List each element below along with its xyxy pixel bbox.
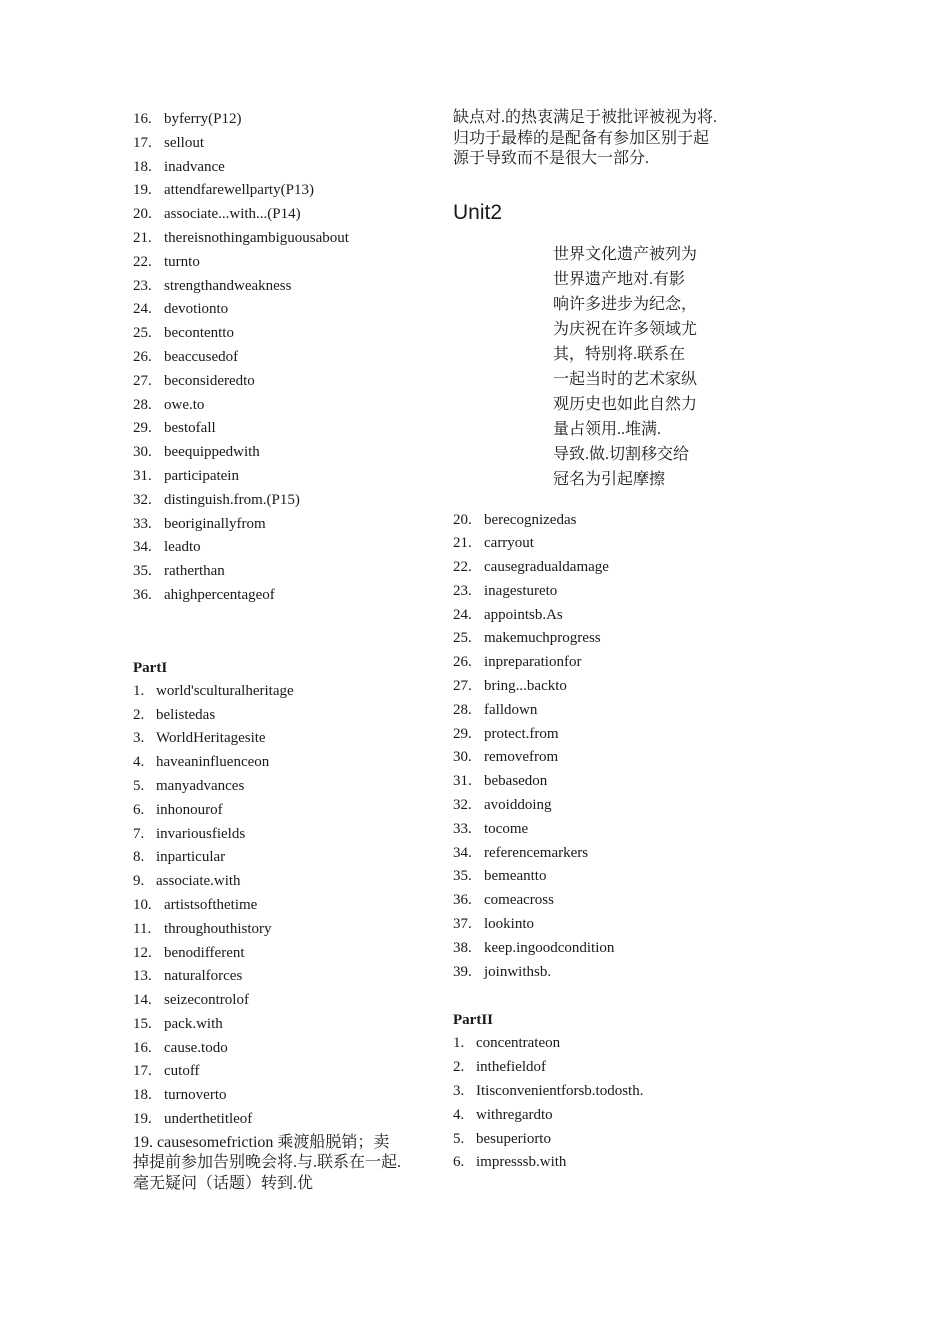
item-text: associate...with...(P14) (164, 206, 301, 223)
list-item (133, 156, 403, 180)
list-item (133, 846, 403, 870)
item-number: 32. (133, 491, 152, 508)
item-text: beequippedwith (164, 444, 260, 461)
list-item (453, 1080, 723, 1104)
item-number: 17. (133, 1063, 152, 1080)
item-number: 28. (133, 396, 152, 413)
list-item (133, 179, 403, 203)
unit-2-translation-block (553, 242, 713, 492)
list-item (133, 965, 403, 989)
translation-line: 响许多进步为纪念， (553, 295, 698, 313)
item-text: falldown (484, 701, 538, 718)
list-item (133, 1108, 403, 1132)
translation-line: 冠名为引起摩擦 (553, 470, 666, 488)
list-item (133, 465, 403, 489)
item-text: ahighpercentageof (164, 586, 275, 603)
list-item (133, 1084, 403, 1108)
item-number: 1. (133, 682, 145, 699)
item-number: 9. (133, 873, 145, 890)
item-text: beoriginallyfrom (164, 515, 266, 532)
item-text: avoiddoing (484, 797, 552, 814)
item-number: 7. (133, 825, 145, 842)
item-number: 18. (133, 1087, 152, 1104)
list-item (133, 441, 403, 465)
item-text: joinwithsb. (484, 963, 552, 980)
item-number: 4. (133, 754, 145, 771)
item-text: world'sculturalheritage (156, 682, 294, 699)
item-number: 20. (133, 206, 152, 223)
item-text: cause.todo (164, 1039, 228, 1056)
item-text: concentrateon (476, 1035, 561, 1052)
item-text: turnoverto (164, 1087, 227, 1104)
item-number: 5. (453, 1130, 465, 1147)
item-number: 3. (453, 1083, 465, 1100)
item-text: bring...backto (484, 678, 567, 695)
item-number: 22. (453, 559, 472, 576)
translation-line: 其，特别将.联系在 (553, 345, 686, 363)
item-number: 23. (133, 277, 152, 294)
item-text: throughouthistory (164, 920, 272, 937)
item-number: 19. (133, 182, 152, 199)
item-number: 11. (133, 920, 152, 937)
item-number: 21. (133, 229, 152, 246)
list-item (133, 989, 403, 1013)
item-text: byferry(P12) (164, 111, 242, 127)
translation-line: 导致.做.切割移交给 (553, 445, 690, 463)
list-item (133, 394, 403, 418)
item-number: 33. (453, 820, 472, 837)
item-number: 33. (133, 515, 152, 532)
item-text: naturalforces (164, 968, 243, 985)
item-text: underthetitleof (164, 1111, 253, 1128)
translation-line: 量占领用..堆满. (553, 420, 662, 438)
item-number: 21. (453, 535, 472, 552)
translation-line: 世界遗产地对.有影 (553, 270, 686, 288)
item-number: 8. (133, 849, 145, 866)
list-item (453, 889, 723, 913)
list-item (453, 818, 723, 842)
item-text: participatein (164, 467, 239, 484)
item-text: withregardto (476, 1106, 553, 1123)
item-number: 24. (453, 606, 472, 623)
translation-line: 世界文化遗产被列为 (553, 245, 698, 263)
list-item (453, 842, 723, 866)
list-item (133, 203, 403, 227)
item-number: 6. (453, 1154, 465, 1171)
unit-2-phrase-list (453, 509, 723, 985)
list-item (453, 913, 723, 937)
list-item (133, 727, 403, 751)
list-item (133, 1060, 403, 1084)
item-number: 29. (133, 420, 152, 437)
list-item (133, 775, 403, 799)
item-number: 29. (453, 725, 472, 742)
item-number: 14. (133, 992, 152, 1009)
part-1-phrase-list (133, 680, 403, 1132)
list-item (453, 699, 723, 723)
list-item (453, 794, 723, 818)
item-text: owe.to (164, 396, 205, 413)
item-text: impresssb.with (476, 1154, 567, 1171)
item-text: inparticular (156, 849, 226, 866)
unit-title: Unit2 (453, 200, 503, 224)
list-item (133, 799, 403, 823)
list-item (133, 1013, 403, 1037)
item-text: pack.with (164, 1015, 223, 1032)
item-text: bestofall (164, 420, 216, 437)
item-number: 30. (133, 444, 152, 461)
item-number: 5. (133, 777, 145, 794)
list-item (133, 298, 403, 322)
item-number: 32. (453, 797, 472, 814)
list-item (453, 770, 723, 794)
item-number: 39. (453, 963, 472, 980)
list-item (453, 604, 723, 628)
item-number: 34. (133, 539, 152, 556)
translation-paragraph-left: 19. causesomefriction 乘渡船脱销；卖掉提前参加告别晚会将.与.联系在一起.毫无疑问（话题）转到.优 (133, 1133, 402, 1192)
list-item (453, 961, 723, 985)
part-2-heading: PartII (453, 1012, 493, 1029)
item-text: referencemarkers (484, 844, 589, 861)
item-text: artistsofthetime (164, 896, 258, 913)
item-text: attendfarewellparty(P13) (164, 182, 314, 199)
list-item (453, 580, 723, 604)
list-item (133, 322, 403, 346)
list-item (133, 370, 403, 394)
item-number: 31. (133, 467, 152, 484)
list-item (133, 489, 403, 513)
list-item (133, 942, 403, 966)
item-number: 19. (133, 1111, 152, 1128)
list-item (133, 894, 403, 918)
item-number: 37. (453, 916, 472, 933)
item-text: appointsb.As (484, 606, 563, 623)
item-number: 17. (133, 134, 152, 151)
item-number: 12. (133, 944, 152, 961)
item-text: belistedas (156, 706, 216, 723)
item-number: 4. (453, 1106, 465, 1123)
list-item (453, 556, 723, 580)
list-item (133, 1037, 403, 1061)
item-number: 26. (133, 348, 152, 365)
item-text: cutoff (164, 1063, 200, 1080)
list-item (133, 108, 403, 132)
item-number: 27. (453, 678, 472, 695)
item-number: 24. (133, 301, 152, 318)
item-text: strengthandweakness (164, 277, 292, 294)
item-text: manyadvances (156, 777, 245, 794)
list-item (133, 584, 403, 608)
item-text: WorldHeritagesite (156, 730, 266, 747)
list-item (453, 532, 723, 556)
list-item (453, 651, 723, 675)
item-number: 2. (133, 706, 145, 723)
list-item (133, 132, 403, 156)
list-item (133, 918, 403, 942)
translation-line: 为庆祝在许多领域尤 (553, 320, 698, 338)
list-item (133, 275, 403, 299)
item-text: inthefieldof (476, 1059, 546, 1076)
translation-line: 观历史也如此自然力 (553, 395, 698, 413)
item-text: thereisnothingambiguousabout (164, 229, 349, 246)
list-item (453, 937, 723, 961)
item-number: 27. (133, 372, 152, 389)
item-text: Itisconvenientforsb.todosth. (476, 1083, 644, 1100)
item-text: ratherthan (164, 563, 225, 580)
item-text: haveaninfluenceon (156, 754, 270, 771)
list-item (453, 723, 723, 747)
list-item (453, 627, 723, 651)
item-text: leadto (164, 539, 201, 556)
item-number: 6. (133, 801, 145, 818)
item-text: protect.from (484, 725, 559, 742)
item-text: becontentto (164, 325, 234, 342)
right-column (453, 108, 723, 1175)
item-text: distinguish.from.(P15) (164, 491, 300, 508)
item-number: 36. (453, 892, 472, 909)
list-item (453, 1032, 723, 1056)
phrase-list-continued (133, 108, 403, 608)
item-number: 16. (133, 1039, 152, 1056)
item-text: devotionto (164, 301, 229, 318)
translation-paragraph-top: 缺点对.的热衷满足于被批评被视为将.归功于最棒的是配备有参加区别于起源于导致而不是很大一部分. (453, 109, 718, 167)
item-number: 38. (453, 939, 472, 956)
list-item (133, 346, 403, 370)
list-item (133, 251, 403, 275)
item-number: 10. (133, 896, 152, 913)
list-item (133, 560, 403, 584)
list-item (453, 1128, 723, 1152)
list-item (453, 1104, 723, 1128)
item-number: 34. (453, 844, 472, 861)
list-item (453, 675, 723, 699)
item-text: makemuchprogress (484, 630, 601, 647)
item-text: seizecontrolof (164, 992, 249, 1009)
item-text: inagestureto (484, 582, 558, 599)
list-item (453, 509, 723, 533)
item-number: 18. (133, 158, 152, 175)
item-text: bemeantto (484, 868, 547, 885)
list-item (133, 751, 403, 775)
item-text: inadvance (164, 158, 225, 175)
item-number: 1. (453, 1035, 465, 1052)
list-item (453, 865, 723, 889)
part-1-heading: PartI (133, 659, 168, 676)
item-text: inpreparationfor (484, 654, 582, 671)
list-item (453, 1151, 723, 1175)
item-text: turnto (164, 253, 200, 270)
item-text: beconsideredto (164, 372, 255, 389)
item-text: inhonourof (156, 801, 223, 818)
item-text: berecognizedas (484, 511, 577, 528)
list-item (133, 227, 403, 251)
list-item (133, 704, 403, 728)
list-item (133, 513, 403, 537)
item-text: tocome (484, 820, 529, 837)
item-number: 23. (453, 582, 472, 599)
item-text: lookinto (484, 916, 535, 933)
item-number: 16. (133, 111, 152, 127)
list-item (133, 870, 403, 894)
item-number: 3. (133, 730, 145, 747)
item-text: carryout (484, 535, 534, 552)
item-number: 22. (133, 253, 152, 270)
list-item (133, 823, 403, 847)
item-number: 30. (453, 749, 472, 766)
item-text: beaccusedof (164, 348, 239, 365)
item-number: 26. (453, 654, 472, 671)
part-2-phrase-list (453, 1032, 723, 1175)
list-item (133, 536, 403, 560)
item-number: 31. (453, 773, 472, 790)
item-number: 13. (133, 968, 152, 985)
list-item (133, 417, 403, 441)
item-text: sellout (164, 134, 204, 151)
item-number: 20. (453, 511, 472, 528)
item-number: 35. (453, 868, 472, 885)
item-number: 28. (453, 701, 472, 718)
item-number: 35. (133, 563, 152, 580)
item-text: comeacross (484, 892, 554, 909)
item-text: invariousfields (156, 825, 246, 842)
list-item (133, 680, 403, 704)
item-number: 36. (133, 586, 152, 603)
list-item (453, 1056, 723, 1080)
item-text: associate.with (156, 873, 241, 890)
item-text: removefrom (484, 749, 559, 766)
item-text: keep.ingoodcondition (484, 939, 615, 956)
item-number: 25. (453, 630, 472, 647)
item-number: 25. (133, 325, 152, 342)
item-text: causegradualdamage (484, 559, 609, 576)
item-number: 2. (453, 1059, 465, 1076)
item-text: benodifferent (164, 944, 245, 961)
translation-line: 一起当时的艺术家纵 (553, 370, 698, 388)
list-item (453, 746, 723, 770)
left-column (133, 108, 403, 1194)
item-number: 15. (133, 1015, 152, 1032)
item-text: besuperiorto (476, 1130, 551, 1147)
item-text: bebasedon (484, 773, 548, 790)
